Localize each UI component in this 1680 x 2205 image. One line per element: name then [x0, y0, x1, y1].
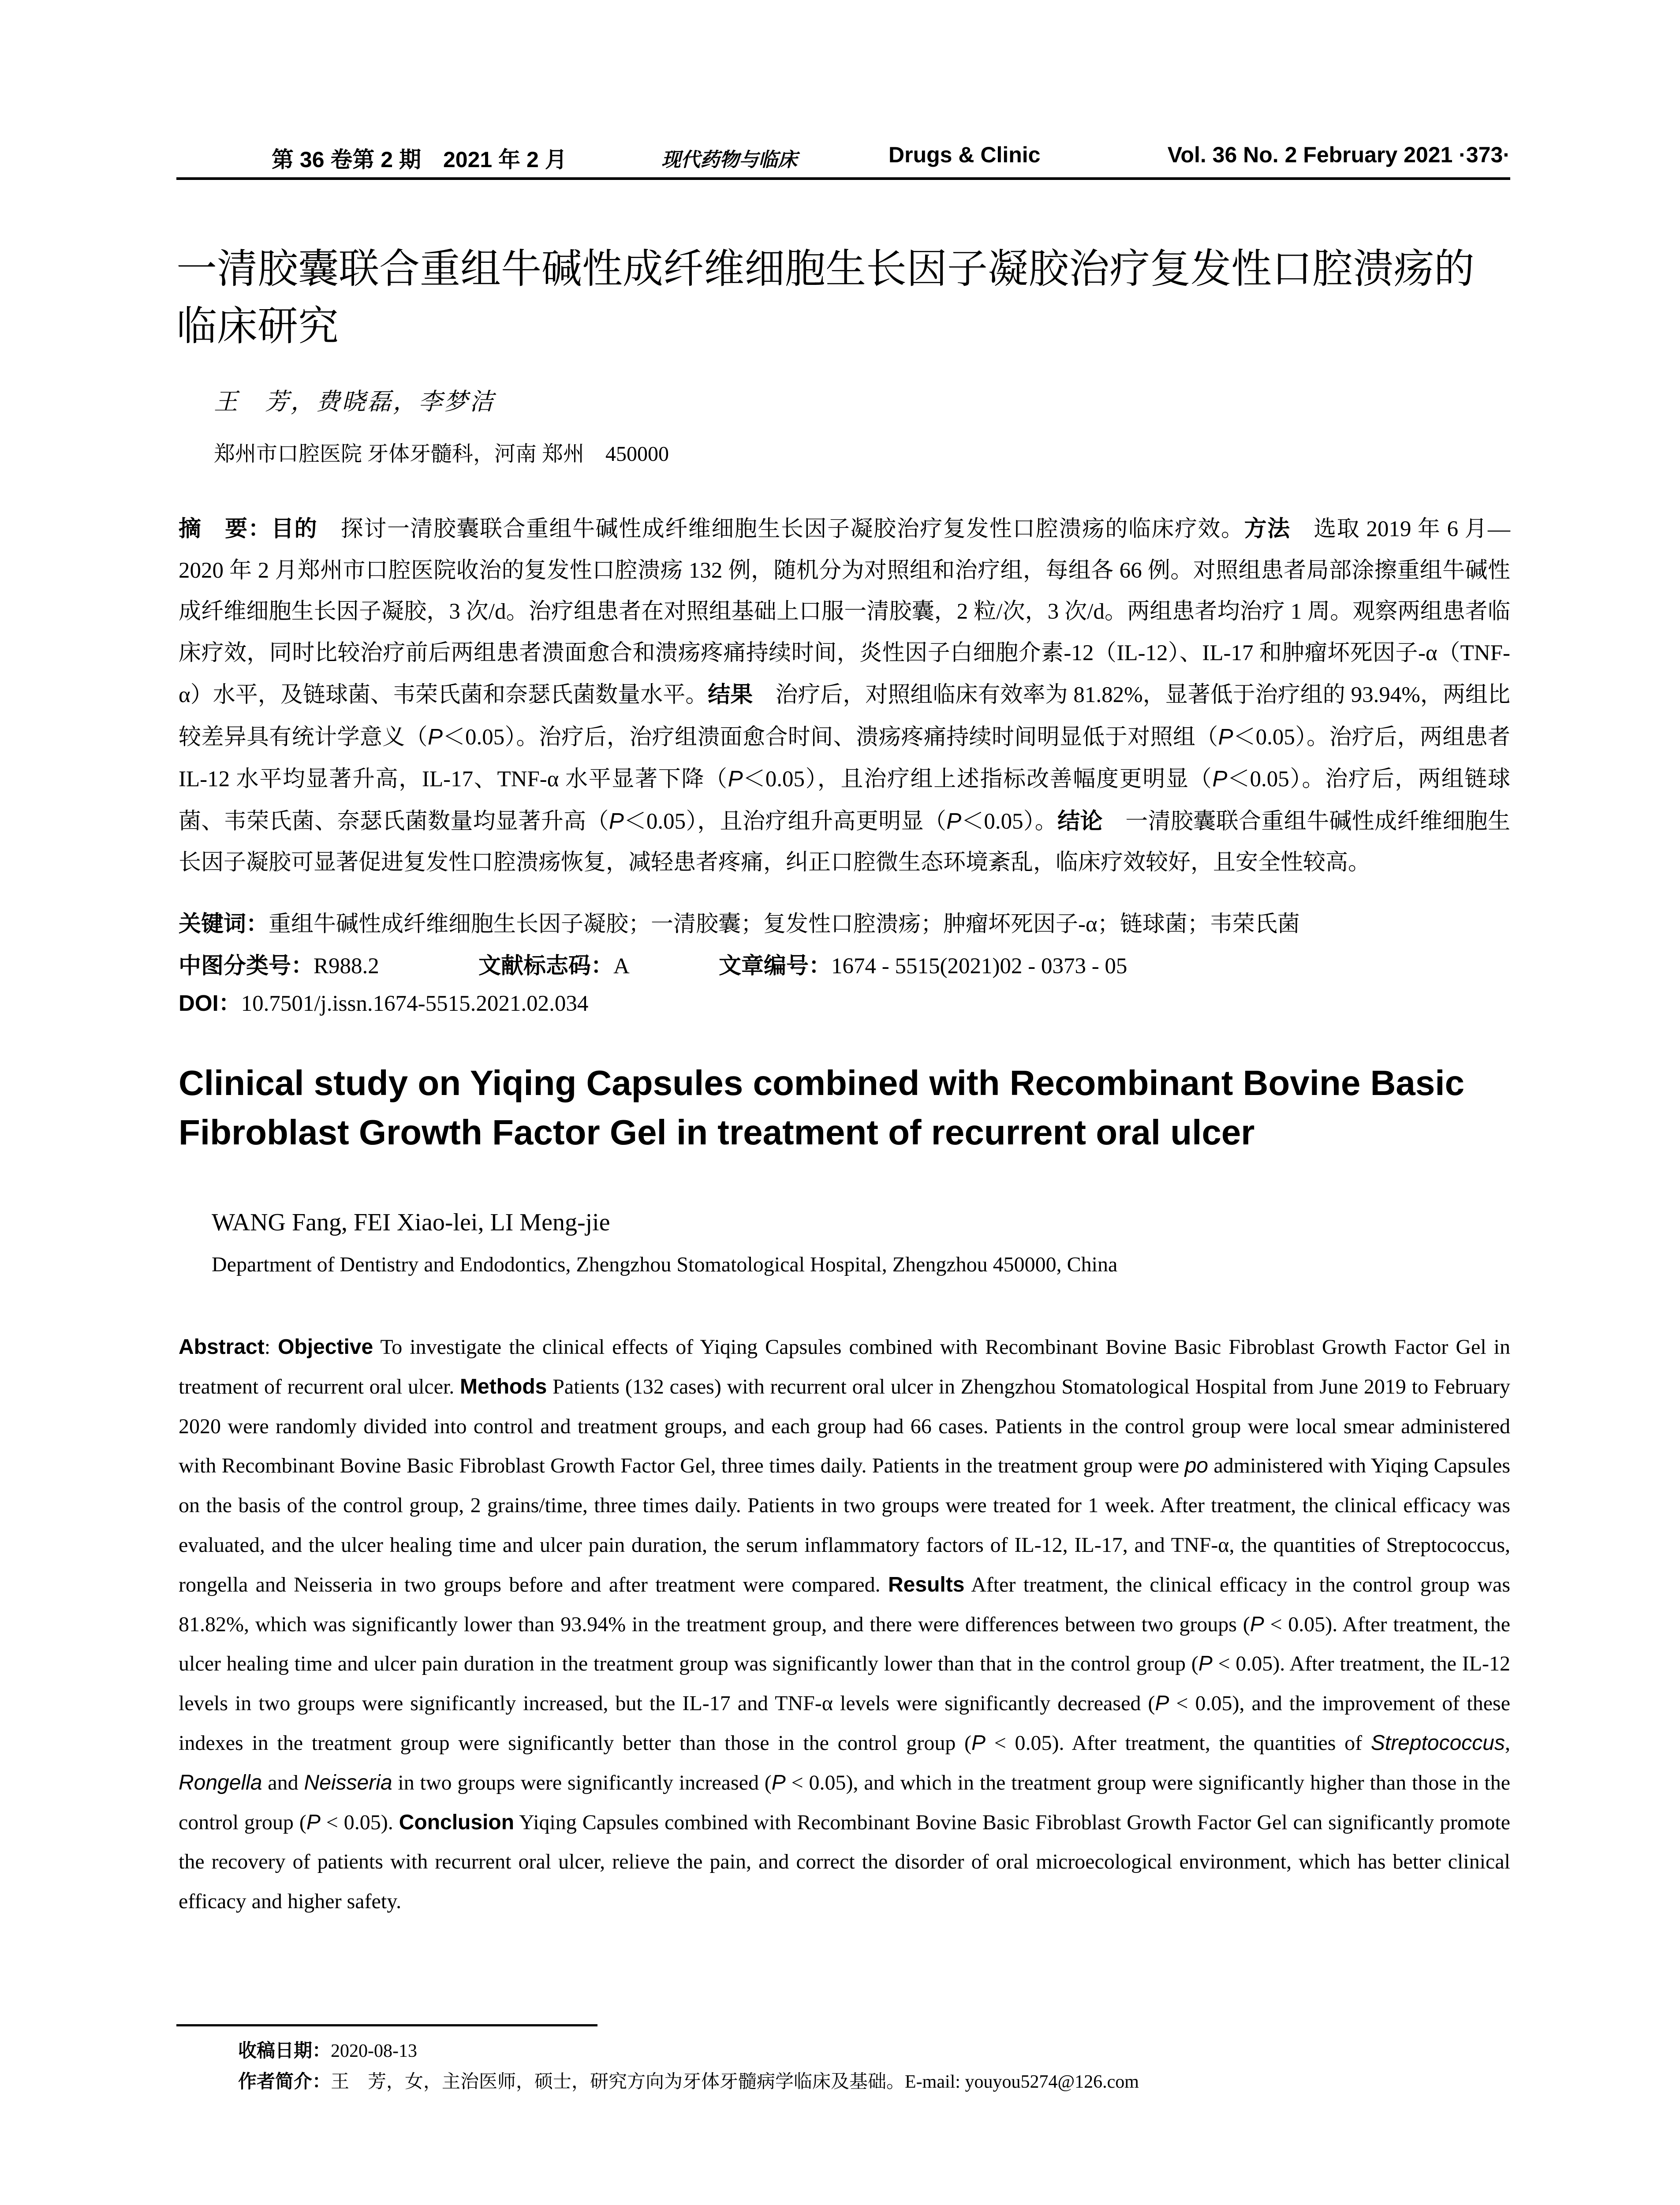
species-streptococcus: Streptococcus [1370, 1731, 1505, 1755]
cn-results-text: ＜0.05），且治疗组升高更明显（ [623, 809, 947, 834]
article-number [719, 948, 1127, 984]
en-methods-text: Patients (132 cases) with recurrent oral ulcer in Zhengzhou Stomatological Hospital from June 2019 to February 2020 were randomly divided into control and treatment groups, and each group had 66 cases. Patients in the control group were local smear administered with Recombinant Bovine Basic Fibroblast Growth Factor Gel, three times daily. Patients in the treatment group were [179, 1375, 1510, 1478]
class-number [179, 954, 379, 979]
en-title: Clinical study on Yiqing Capsules combined with Recombinant Bovine Basic Fibroblast Growth Factor Gel in treatment of recurrent oral ulcer [179, 1063, 1465, 1152]
en-methods-label: Methods [460, 1375, 547, 1398]
footnote-divider [176, 2024, 597, 2026]
doi-value: 10.7501/j.issn.1674-5515.2021.02.034 [241, 991, 589, 1016]
en-results-text: < 0.05), and which in the treatment group were significantly higher than those in the control group ( [179, 1771, 1511, 1834]
en-comma: , [1505, 1731, 1510, 1755]
cn-conclusion-text: 一清胶囊联合重组牛碱性成纤维细胞生长因子凝胶可显著促进复发性口腔溃疡恢复，减轻患者疼痛，纠正口腔微生态环境紊乱，临床疗效较好，且安全性较高。 [179, 809, 1510, 875]
en-results-label: Results [888, 1573, 965, 1596]
header-journal-en: Drugs & Clinic [889, 142, 1041, 167]
p-value-symbol: P [306, 1810, 321, 1834]
header-volume-page: Vol. 36 No. 2 February 2021 ·373· [1167, 142, 1510, 167]
cn-results-text: 治疗后，对照组临床有效率为 81.82%，显著低于治疗组的 93.94%，两组比较差异具有统计学意义（ [179, 683, 1510, 750]
en-abstract-label: Abstract [179, 1335, 265, 1359]
en-objective-label: Objective [278, 1335, 373, 1359]
cn-classification [179, 948, 1127, 984]
en-affiliation: Department of Dentistry and Endodontics, Zhengzhou Stomatological Hospital, Zhengzhou 450000, China [212, 1253, 1118, 1276]
cn-methods-text: 选取 2019 年 6 月—2020 年 2 月郑州市口腔医院收治的复发性口腔溃疡 132 例，随机分为对照组和治疗组，每组各 66 例。对照组患者局部涂擦重组牛碱性成纤维细胞生长因子凝胶，3 次/d。治疗组患者在对照组基础上口服一清胶囊，2 粒/次，3 次/d。两组患者均治疗 1 周。观察两组患者临床疗效，同时比较治疗前后两组患者溃面愈合和溃疡疼痛持续时间，炎性因子白细胞介素-12（IL-12）、IL-17 和肿瘤坏死因子-α（TNF-α）水平，及链球菌、韦荣氏菌和奈瑟氏菌数量水平。 [179, 517, 1510, 707]
cn-results-text: ＜0.05），且治疗组上述指标改善幅度更明显（ [743, 767, 1213, 792]
p-value-symbol: P [971, 1731, 986, 1755]
cn-results-text: ＜0.05）。治疗后，两组链球菌、韦荣氏菌、奈瑟氏菌数量均显著升高（ [179, 767, 1510, 834]
author-bio-label: 作者简介： [238, 2071, 331, 2092]
received-value: 2020-08-13 [331, 2041, 417, 2061]
en-conclusion-label: Conclusion [399, 1810, 515, 1834]
p-value-symbol: P [1212, 766, 1228, 791]
en-objective-text: To investigate the clinical effects of Yiqing Capsules combined with Recombinant Bovine Basic Fibroblast Growth Factor Gel in treatment of recurrent oral ulcer. [179, 1335, 1510, 1398]
article-label: 文章编号： [719, 953, 832, 978]
cn-abstract-label: 摘 要： [179, 516, 272, 541]
en-abstract [179, 1327, 1510, 1921]
p-value-symbol: P [1198, 1652, 1213, 1676]
en-conclusion-text: Yiqing Capsules combined with Recombinant Bovine Basic Fibroblast Growth Factor Gel can significantly promote the recovery of patients with recurrent oral ulcer, relieve the pain, and correct the disorder of oral microecological environment, which has better clinical efficacy and higher safety. [179, 1810, 1510, 1913]
p-value-symbol: P [1218, 724, 1233, 749]
article-value: 1674 - 5515(2021)02 - 0373 - 05 [831, 954, 1127, 979]
doc-label: 文献标志码： [478, 953, 614, 978]
en-results-text: < 0.05). After treatment, the ulcer healing time and ulcer pain duration in the treatment group was significantly lower than that in the control group ( [179, 1612, 1510, 1676]
en-results-text: < 0.05). [320, 1810, 399, 1834]
en-results-text: in two groups were significantly increased ( [392, 1771, 772, 1794]
author-bio-value: 王 芳，女，主治医师，硕士，研究方向为牙体牙髓病学临床及基础。E-mail: youyou5274@126.com [331, 2072, 1139, 2092]
p-value-symbol: P [728, 766, 743, 791]
cn-keywords [179, 906, 1300, 942]
doc-value: A [613, 954, 630, 979]
p-value-symbol: P [427, 724, 443, 749]
cn-results-text: ＜0.05）。治疗后，治疗组溃面愈合时间、溃疡疼痛持续时间明显低于对照组（ [442, 725, 1218, 750]
footnote-received [238, 2037, 417, 2064]
species-neisseria: Neisseria [304, 1771, 392, 1794]
en-and: and [262, 1771, 304, 1794]
received-label: 收稿日期： [238, 2040, 331, 2061]
cn-conclusion-label: 结论 [1057, 808, 1103, 833]
en-results-text: After treatment, the clinical efficacy in the control group was 81.82%, which was significantly lower than 93.94% in the treatment group, and there were differences between two groups ( [179, 1573, 1510, 1636]
cn-objective-text: 探讨一清胶囊联合重组牛碱性成纤维细胞生长因子凝胶治疗复发性口腔溃疡的临床疗效。 [317, 517, 1244, 542]
keywords-label: 关键词： [179, 911, 269, 936]
cn-results-text: ＜0.05）。治疗后，两组患者 IL-12 水平均显著升高，IL-17、TNF-α 水平显著下降（ [179, 725, 1510, 792]
cn-objective-label: 目的 [271, 516, 318, 541]
en-methods-text: administered with Yiqing Capsules on the basis of the control group, 2 grains/time, three times daily. Patients in two groups were treated for 1 week. After treatment, the clinical efficacy was evaluated, and the ulcer healing time and ulcer pain duration, the serum inflammatory factors of IL-12, IL-17, and TNF-α, the quantities of Streptococcus, rongella and Neisseria in two groups before and after treatment were compared. [179, 1454, 1511, 1596]
p-value-symbol: P [946, 808, 962, 833]
p-value-symbol: P [1155, 1692, 1169, 1715]
cn-affiliation: 郑州市口腔医院 牙体牙髓科，河南 郑州 450000 [214, 442, 669, 466]
en-results-text: < 0.05). After treatment, the quantities of [986, 1731, 1371, 1755]
p-value-symbol: P [771, 1771, 786, 1794]
en-results-text: < 0.05), and the improvement of these indexes in the treatment group were significantly better than those in the control group ( [179, 1692, 1511, 1755]
footnote-author-bio [238, 2068, 1139, 2095]
cn-authors: 王 芳，费晓磊，李梦洁 [214, 389, 495, 415]
class-label: 中图分类号： [179, 953, 314, 978]
species-rongella: Rongella [179, 1771, 262, 1794]
cn-methods-label: 方法 [1244, 516, 1291, 541]
cn-abstract [179, 508, 1510, 884]
en-results-text: < 0.05). After treatment, the IL-12 levels in two groups were significantly increased, but the IL-17 and TNF-α levels were significantly decreased ( [179, 1652, 1510, 1715]
doi-label: DOI： [179, 990, 241, 1016]
p-value-symbol: P [609, 808, 624, 833]
header-issue: 第 36 卷第 2 期 2021 年 2 月 [272, 147, 567, 172]
doc-code [478, 948, 630, 984]
class-value: R988.2 [314, 954, 379, 979]
en-colon: : [264, 1335, 278, 1359]
keywords-value: 重组牛碱性成纤维细胞生长因子凝胶；一清胶囊；复发性口腔溃疡；肿瘤坏死因子-α；链球菌；韦荣氏菌 [269, 912, 1300, 937]
header-journal-cn: 现代药物与临床 [661, 149, 797, 171]
doi [179, 986, 588, 1021]
p-value-symbol: P [1250, 1612, 1264, 1636]
cn-results-text: ＜0.05）。 [961, 809, 1058, 834]
running-header [176, 142, 1510, 180]
po-abbrev: po [1184, 1454, 1208, 1478]
cn-results-label: 结果 [708, 682, 753, 707]
en-authors: WANG Fang, FEI Xiao-lei, LI Meng-jie [212, 1209, 610, 1236]
cn-title: 一清胶囊联合重组牛碱性成纤维细胞生长因子凝胶治疗复发性口腔溃疡的临床研究 [176, 247, 1475, 349]
